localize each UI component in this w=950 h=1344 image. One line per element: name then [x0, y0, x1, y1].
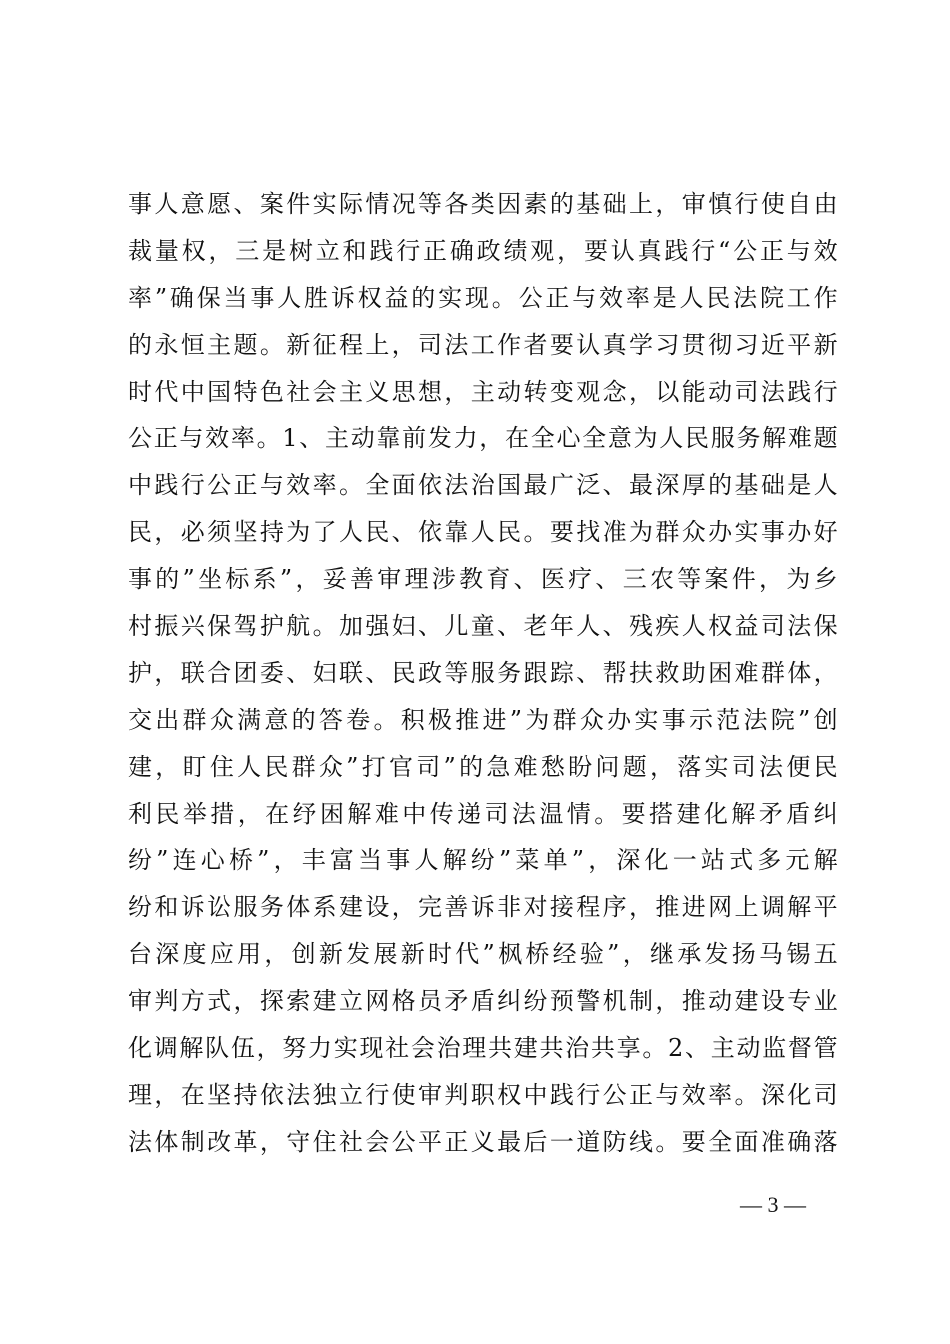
text-line: 时代中国特色社会主义思想，主动转变观念，以能动司法践行 — [128, 377, 838, 406]
text-line: 纷”连心桥”，丰富当事人解纷”菜单”，深化一站式多元解 — [128, 846, 838, 875]
text-line: 审判方式，探索建立网格员矛盾纠纷预警机制，推动建设专业 — [128, 987, 838, 1016]
text-line: 民，必须坚持为了人民、依靠人民。要找准为群众办实事办好 — [128, 518, 838, 547]
text-line: 建，盯住人民群众”打官司”的急难愁盼问题，落实司法便民 — [128, 752, 838, 781]
text-line: 的永恒主题。新征程上，司法工作者要认真学习贯彻习近平新 — [128, 330, 838, 359]
text-line: 纷和诉讼服务体系建设，完善诉非对接程序，推进网上调解平 — [128, 893, 838, 922]
text-line: 裁量权，三是树立和践行正确政绩观，要认真践行“公正与效 — [128, 236, 838, 265]
text-line: 事人意愿、案件实际情况等各类因素的基础上，审慎行使自由 — [128, 190, 838, 218]
text-line: 护，联合团委、妇联、民政等服务跟踪、帮扶救助困难群体， — [128, 658, 838, 687]
page-number: — 3 — — [740, 1192, 806, 1217]
text-line: 村振兴保驾护航。加强妇、儿童、老年人、残疾人权益司法保 — [128, 612, 838, 641]
text-line: 利民举措，在纾困解难中传递司法温情。要搭建化解矛盾纠 — [128, 799, 838, 828]
text-line: 化调解队伍，努力实现社会治理共建共治共享。2、主动监督管 — [128, 1034, 838, 1063]
body-text — [128, 181, 838, 1166]
text-line: 台深度应用，创新发展新时代”枫桥经验”，继承发扬马锡五 — [128, 940, 838, 969]
text-line: 率”确保当事人胜诉权益的实现。公正与效率是人民法院工作 — [128, 283, 838, 312]
text-line: 事的”坐标系”，妥善审理涉教育、医疗、三农等案件，为乡 — [128, 565, 838, 594]
text-line: 公正与效率。1、主动靠前发力，在全心全意为人民服务解难题 — [128, 424, 838, 453]
text-line: 法体制改革，守住社会公平正义最后一道防线。要全面准确落 — [128, 1127, 838, 1156]
text-line: 理，在坚持依法独立行使审判职权中践行公正与效率。深化司 — [128, 1080, 838, 1109]
text-line: 中践行公正与效率。全面依法治国最广泛、最深厚的基础是人 — [128, 471, 838, 500]
text-line: 交出群众满意的答卷。积极推进”为群众办实事示范法院”创 — [128, 705, 838, 734]
